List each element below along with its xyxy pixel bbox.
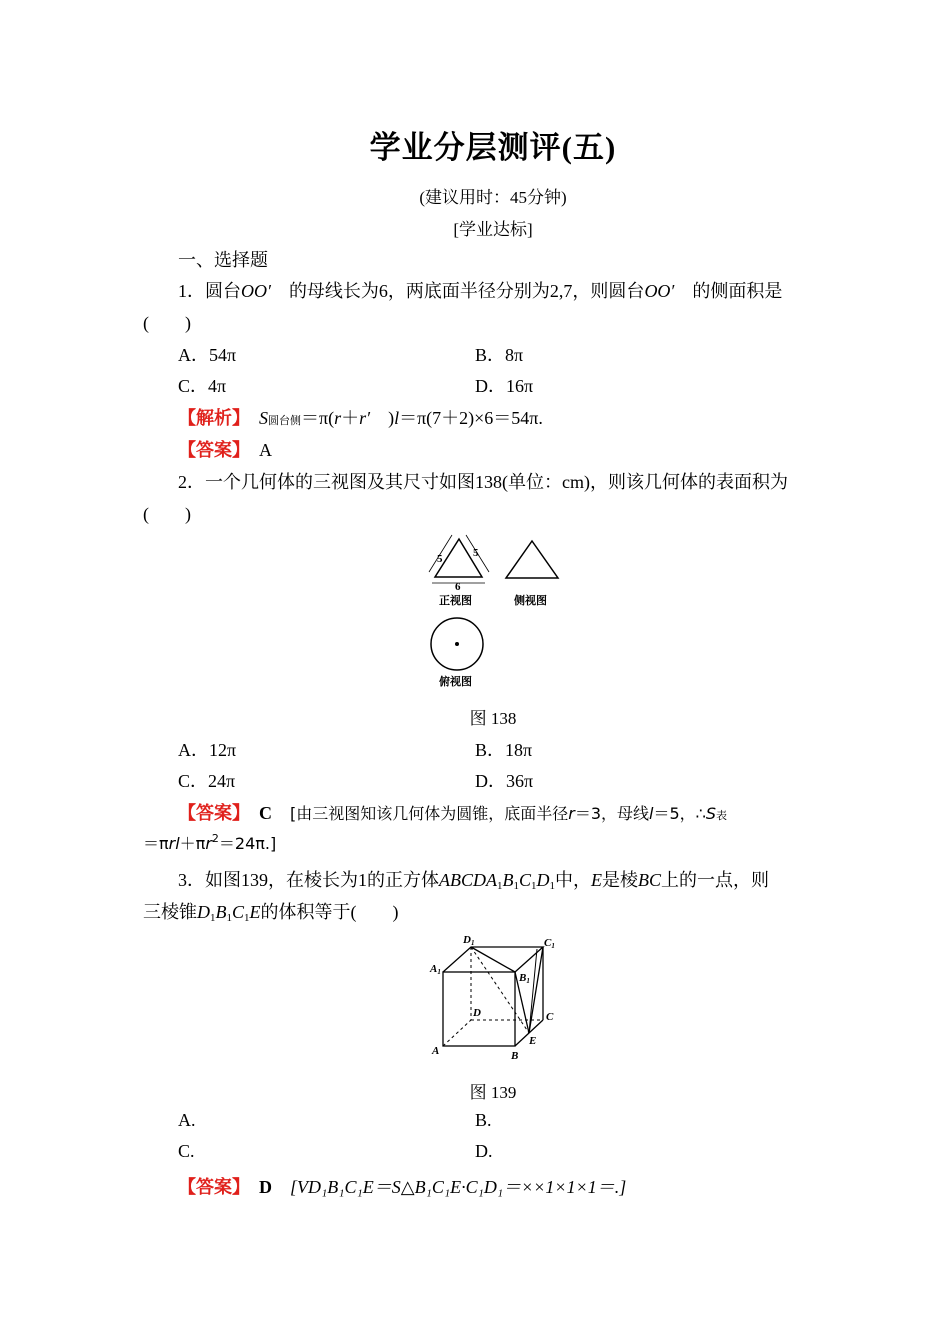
q1-analysis-s: S [259,408,268,428]
q1-text-c: 的侧面积是 [692,281,783,301]
q1-var-oo2: OO′ [644,281,675,301]
q3-pyr-d: D [197,902,210,922]
q2-explain-r: r [568,804,575,823]
q3-explain: [VD₁B₁C₁E＝S△B₁C₁E·C₁D₁＝××1×1×1＝.] [290,1177,627,1197]
q3-pyr-b: B [215,902,227,922]
q3-pyr-s1: 1 [210,912,216,924]
q2-stem-line2: ( ) [143,504,191,524]
q2-answer-label: 【答案】 [178,803,241,823]
q2-option-a: A．12π [178,740,237,760]
q1-text-b: 的母线长为6，两底面半径分别为2,7，则圆台 [288,281,645,301]
q2-explain-b: ＝3，母线 [574,804,650,823]
label-d1: D1 [463,934,475,947]
q2-explain2-a: ＝π [143,834,169,853]
pyramid-d1b1 [471,947,515,972]
top-view-center-dot [455,642,459,646]
figure-138-caption: 图 138 [469,709,517,728]
q1-analysis-r: r [334,408,342,428]
label-c1: C1 [544,937,555,950]
q1-option-d: D．16π [475,376,534,396]
side-view-label: 侧视图 [514,595,547,607]
q2-explain-l: l [649,804,654,823]
q3-text-a: 3．如图139，在棱长为1的正方体 [178,870,439,890]
dim-bottom-label: 6 [455,581,461,593]
q3-var-bc: BC [638,870,662,890]
q3-cube-a: ABCDA [439,870,497,890]
label-a: A [432,1045,440,1057]
q3-var-e: E [591,870,603,890]
label-a1: A1 [430,963,441,976]
q1-analysis [178,404,543,430]
q2-explain-c: ＝5，∴ [653,804,706,823]
q1-option-b: B．8π [475,345,524,365]
label-b1: B1 [519,972,530,985]
page-title: 学业分层测评(五) [369,130,617,165]
q2-explain2-b: ＋π [179,834,206,853]
q1-analysis-r2: r′ [359,408,371,428]
q2-explain-a: [由三视图知该几何体为圆锥，底面半径 [290,804,569,823]
q3-option-d: D. [475,1141,493,1161]
q2-option-d: D．36π [475,771,534,791]
q3-text2-b: 的体积等于( ) [260,902,399,922]
front-view-label: 正视图 [439,595,472,607]
q1-analysis-sub: 圆台侧 [268,415,301,427]
dim-left-label: 5 [437,553,443,565]
side-view-triangle [506,541,558,578]
section-heading: 一、选择题 [178,250,268,270]
q2-stem-line1: 2．一个几何体的三视图及其尺寸如图138(单位：cm)，则该几何体的表面积为 [178,472,788,492]
q3-pyr-e: E [249,902,261,922]
q3-sub3: 1 [531,880,537,892]
q3-sub4: 1 [549,880,556,892]
label-e: E [529,1035,537,1047]
q1-analysis-eq-b: ＝π(7＋2)×6＝54π. [399,408,543,428]
q2-option-c: C．24π [178,771,236,791]
q3-sub1: 1 [497,880,503,892]
figure-139-cube [425,932,565,1064]
figure-138-three-views [420,532,570,694]
q3-cube-b: B [502,870,514,890]
q1-stem-line2: ( ) [143,313,191,333]
q2-explain2-rl: rl [168,834,180,853]
q1-option-c: C．4π [178,376,227,396]
q1-analysis-close: ) [388,408,395,428]
figure-139-caption: 图 139 [469,1083,517,1102]
q3-text-b: 中， [555,870,592,890]
q1-analysis-plus: ＋ [341,408,360,428]
q2-explain2-sup: 2 [211,832,219,845]
q3-pyr-s3: 1 [244,912,250,924]
q3-cube-c: C [519,870,532,890]
section-tag: [学业达标] [453,220,533,239]
q1-option-a: A．54π [178,345,237,365]
q1-answer [178,436,272,462]
q2-explain2-c: ＝24π.] [218,834,277,853]
q1-stem-line1 [178,277,782,303]
label-d: D [473,1007,481,1019]
q3-pyr-s2: 1 [226,912,232,924]
q3-answer-label: 【答案】 [178,1177,241,1197]
cube-hidden-ad [443,1020,471,1046]
q3-text-c: 是棱 [602,870,639,890]
q2-explain-line2 [143,831,276,854]
q1-analysis-eq-a: ＝π( [301,408,335,428]
dim-right-label: 5 [473,547,479,559]
q2-explain-sub: 表 [716,810,727,822]
q2-explain2-r: r [205,834,212,853]
q3-stem-line2 [143,898,399,924]
q3-option-c: C. [178,1141,195,1161]
q2-option-b: B．18π [475,740,533,760]
q1-text-a: 1．圆台 [178,281,241,301]
label-c: C [546,1011,554,1023]
q2-answer [178,799,727,825]
q3-sub2: 1 [513,880,519,892]
q1-var-oo1: OO′ [241,281,271,301]
q2-explain-s: S [705,804,716,823]
q1-answer-label: 【答案】 [178,440,241,460]
time-note: (建议用时：45分钟) [419,188,567,207]
q3-answer-value: D [259,1177,272,1197]
q3-text-d: 上的一点，则 [661,870,770,890]
q3-option-b: B. [475,1110,492,1130]
q3-stem-line1 [178,866,769,892]
top-view-label: 俯视图 [439,676,472,688]
q1-answer-value: A [259,440,272,460]
q3-answer [178,1173,626,1199]
q3-option-a: A. [178,1110,196,1130]
q2-answer-value: C [259,803,272,823]
q3-cube-d: D [536,870,550,890]
q1-analysis-l: l [394,408,400,428]
q3-text2-a: 三棱锥 [143,902,197,922]
label-b: B [511,1050,519,1062]
q3-pyr-c: C [232,902,245,922]
q1-analysis-label: 【解析】 [178,408,241,428]
